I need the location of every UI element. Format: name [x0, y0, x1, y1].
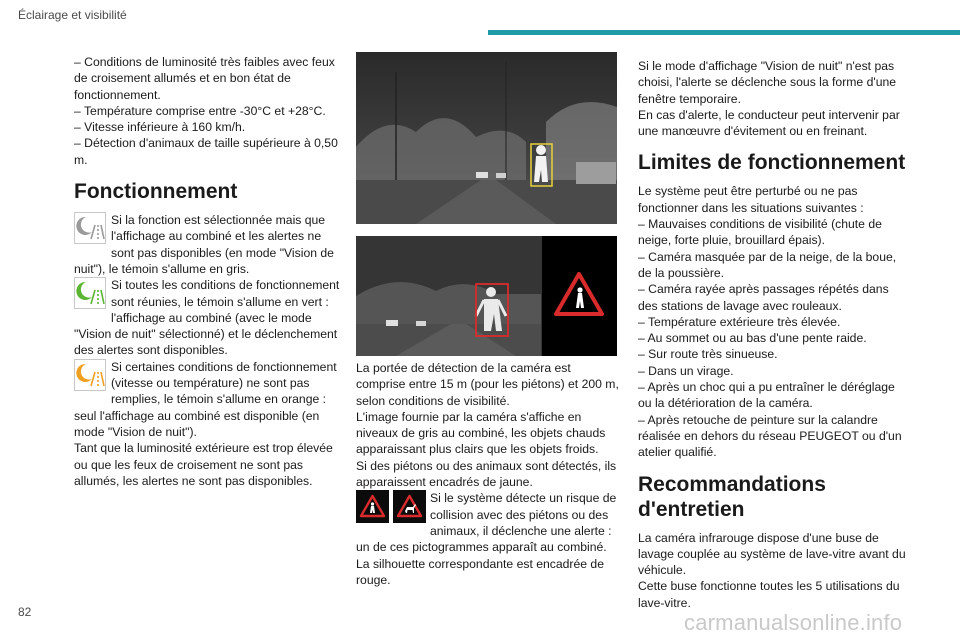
body-text: L'image fournie par la caméra s'affiche en niveaux de gris au combiné, les objets chauds apparaissant plus clairs que les objets froids. — [356, 409, 606, 457]
limits-intro: Le système peut être perturbé ou ne pas fonctionner dans les situations suivantes : — [638, 184, 864, 215]
limit-item: – Après retouche de peinture sur la calandre réalisée en dehors du réseau PEUGEOT ou d'un atelier qualifié. — [638, 412, 902, 460]
status-green-text: Si toutes les conditions de fonctionnement sont réunies, le témoin s'allume en vert : l'affichage au combiné (avec le mode "Vision de nuit" sélectionné) et le déclenchement des alertes sont disponibles. — [74, 278, 340, 358]
night-vision-orange-icon — [74, 359, 106, 391]
condition-item: – Vitesse inférieure à 160 km/h. — [74, 120, 246, 135]
limit-item: – Mauvaises conditions de visibilité (chute de neige, forte pluie, brouillard épais). — [638, 217, 882, 248]
animal-alert-icon — [393, 490, 426, 523]
column-left — [74, 54, 346, 489]
body-text: En cas d'alerte, le conducteur peut intervenir par une manœuvre d'évitement ou en freinant. — [638, 107, 900, 139]
status-orange-text: Si certaines conditions de fonctionnement (vitesse ou température) ne sont pas remplies, le témoin s'allume en orange : seul l'affichage au combiné est disponible (en mode "Vision de nuit"). — [74, 359, 337, 439]
body-text: La caméra infrarouge dispose d'une buse de lavage couplée au système de lave-vitre avant du véhicule. — [638, 530, 906, 578]
heading-entretien: Recommandations d'entretien — [638, 472, 826, 521]
limit-item: – Caméra rayée après passages répétés dans des stations de lavage avec rouleaux. — [638, 282, 889, 313]
header-accent-bar — [488, 30, 960, 35]
condition-item: – Détection d'animaux de taille supérieure à 0,50 m. — [74, 136, 338, 167]
body-text: La portée de détection de la caméra est comprise entre 15 m (pour les piétons) et 200 m, selon conditions de visibilité. — [356, 361, 619, 408]
alert-block — [356, 490, 620, 588]
pedestrian-alert-icon — [356, 490, 389, 523]
limit-item: – Après un choc qui a pu entraîner le déréglage ou la détérioration de la caméra. — [638, 380, 895, 411]
watermark: carmanualsonline.info — [684, 610, 903, 635]
heading-fonctionnement: Fonctionnement — [74, 180, 238, 204]
alerts-unavailable-text: Tant que la luminosité extérieure est trop élevée ou que les feux de croisement ne sont pas allumés, les alertes ne sont pas disponibles. — [74, 441, 333, 488]
condition-item: – Conditions de luminosité très faibles avec feux de croisement allumés et en bon état de fonctionnement. — [74, 55, 335, 102]
status-gray-block — [74, 212, 346, 277]
alert-text: Si le système détecte un risque de collision avec des piétons ou des animaux, il déclenche une alerte : un de ces pictogrammes apparaît au combiné. La silhouette correspondante est encadrée de rouge. — [356, 491, 617, 587]
condition-item: – Température comprise entre -30°C et +28°C. — [74, 103, 326, 118]
page-number: 82 — [18, 605, 32, 619]
status-gray-text: Si la fonction est sélectionnée mais que l'affichage au combiné et les alertes ne sont pas disponibles (en mode "Vision de nuit"), le témoin s'allume en gris. — [74, 213, 334, 276]
limit-item: – Dans un virage. — [638, 363, 734, 378]
limit-item: – Sur route très sinueuse. — [638, 347, 778, 362]
night-vision-gray-icon — [74, 212, 106, 244]
night-vision-alert-photo — [356, 236, 617, 356]
column-middle — [356, 360, 620, 588]
night-vision-detection-photo — [356, 52, 617, 224]
status-green-block — [74, 277, 346, 358]
status-orange-block — [74, 359, 346, 440]
limit-item: – Température extérieure très élevée. — [638, 314, 841, 329]
body-text: Si le mode d'affichage "Vision de nuit" n'est pas choisi, l'alerte se déclenche sous la forme d'une fenêtre temporaire. — [638, 59, 897, 106]
night-vision-green-icon — [74, 277, 106, 309]
section-title: Éclairage et visibilité — [18, 8, 127, 22]
heading-limites: Limites de fonctionnement — [638, 151, 906, 175]
body-text: Cette buse fonctionne toutes les 5 utilisations du lave-vitre. — [638, 579, 900, 610]
body-text: Si des piétons ou des animaux sont détectés, ils apparaissent encadrés de jaune. — [356, 458, 617, 490]
column-right — [638, 58, 908, 611]
limit-item: – Au sommet ou au bas d'une pente raide. — [638, 331, 867, 346]
limit-item: – Caméra masquée par de la neige, de la boue, de la poussière. — [638, 249, 897, 280]
